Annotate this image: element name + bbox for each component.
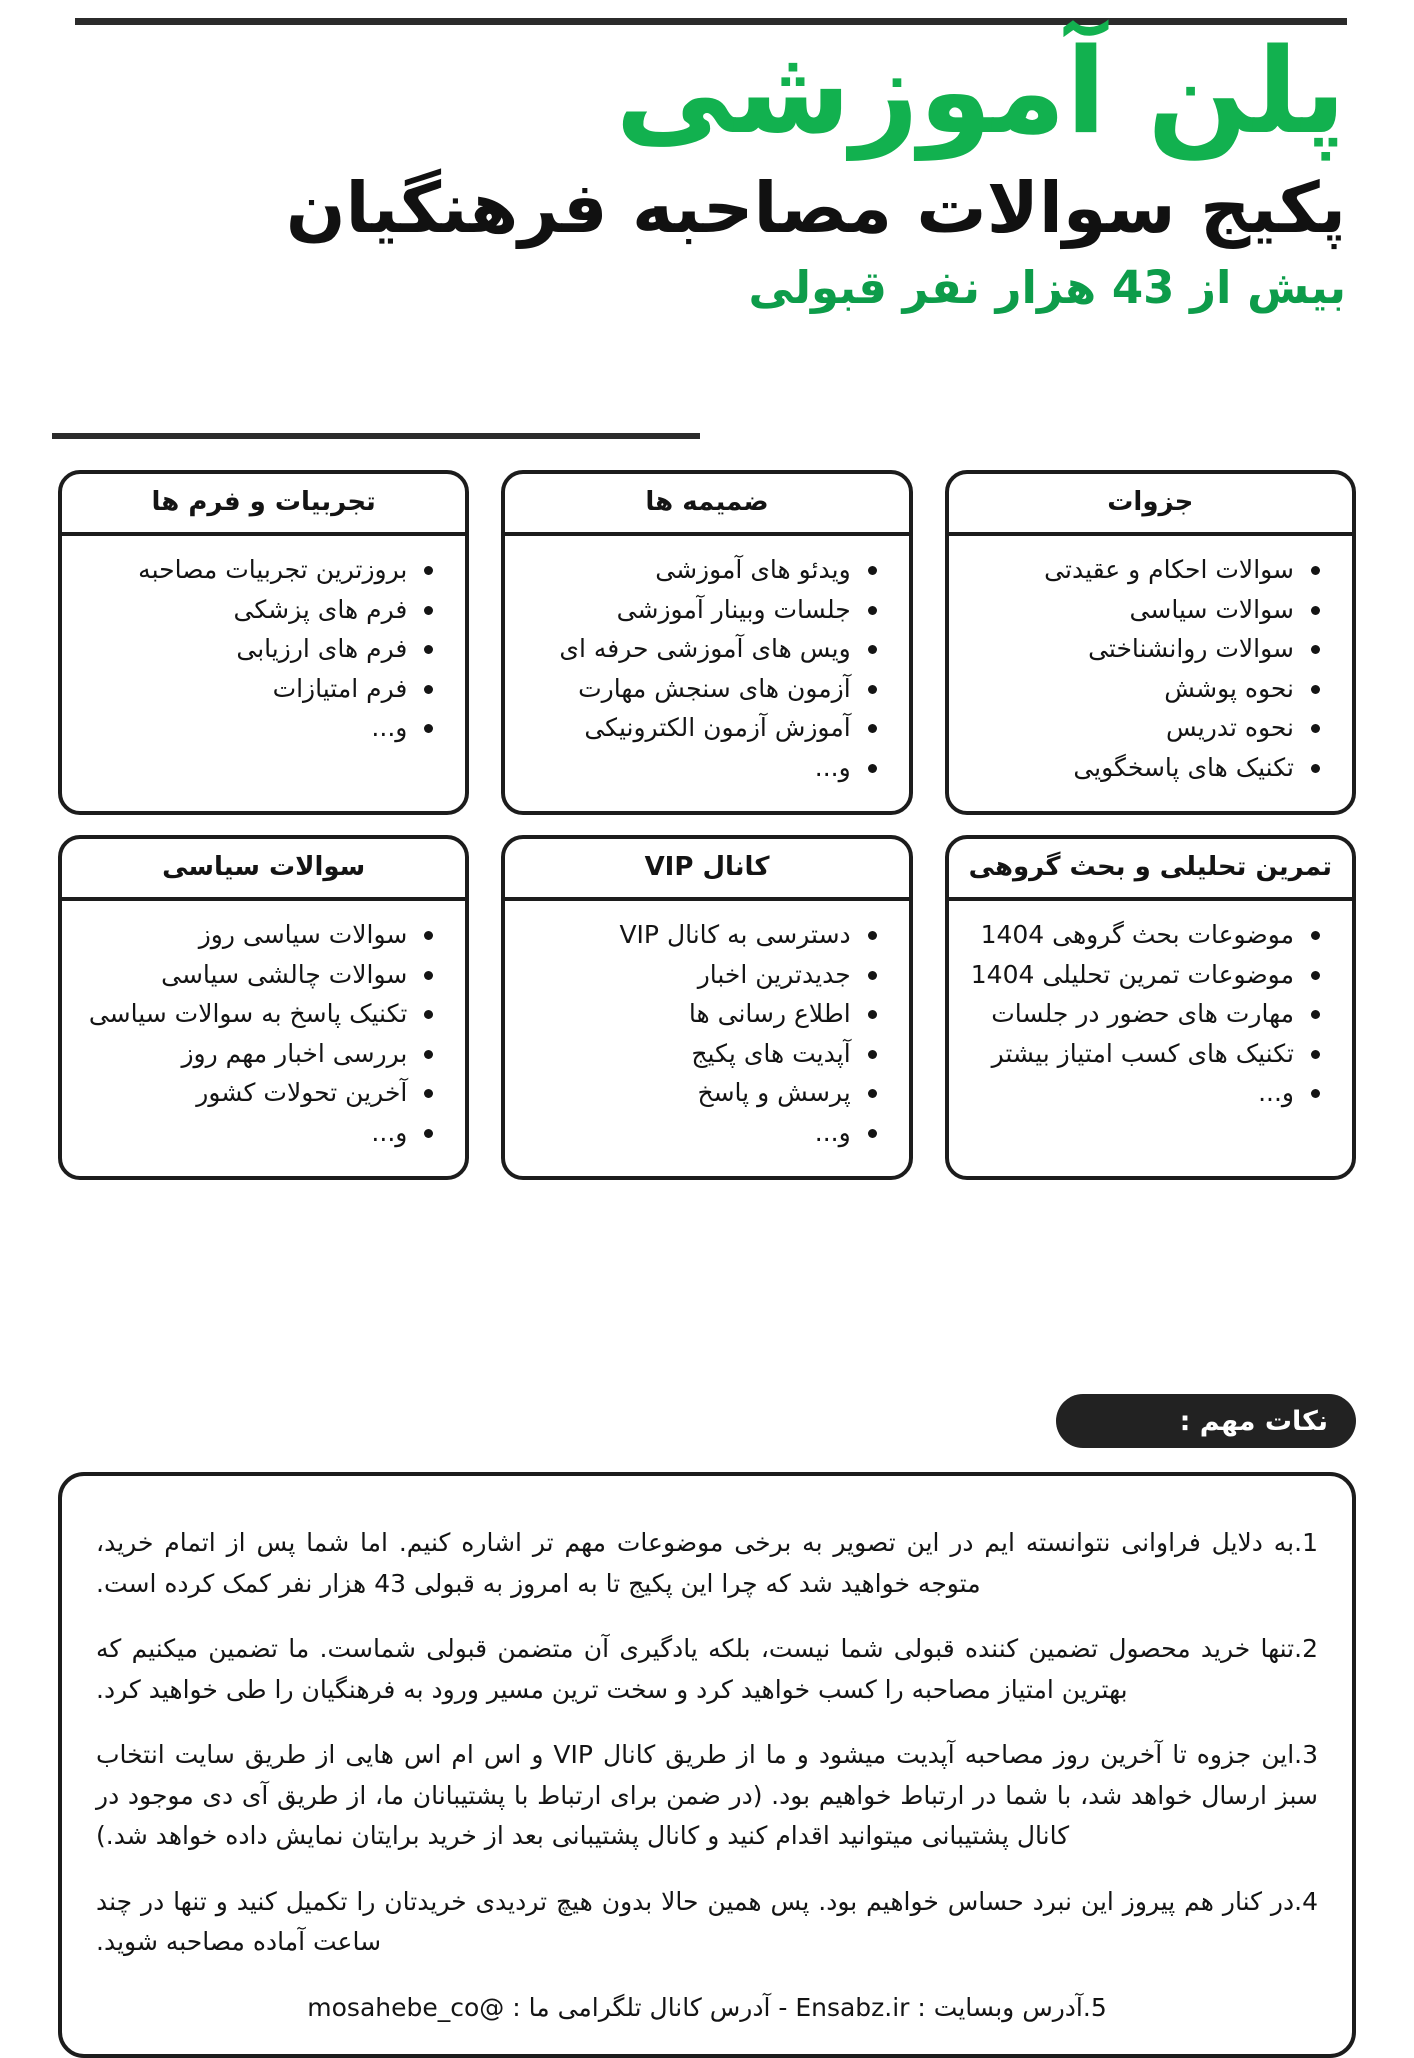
card-bullet-list: [80, 550, 439, 748]
list-item: موضوعات تمرین تحلیلی 1404: [967, 955, 1300, 995]
list-item: تکنیک پاسخ به سوالات سیاسی: [80, 994, 413, 1034]
card-title: تجربیات و فرم ها: [151, 487, 376, 518]
list-item: موضوعات بحث گروهی 1404: [967, 915, 1300, 955]
list-item: سوالات روانشناختی: [967, 629, 1300, 669]
card-body: [949, 901, 1352, 1176]
card-title: کانال VIP: [644, 852, 770, 883]
important-notes-banner: [1056, 1394, 1356, 1448]
card-header: [62, 839, 465, 901]
card-bullet-list: [523, 550, 882, 787]
feature-card-grid: [58, 470, 1356, 1180]
card-bullet-list: [967, 915, 1326, 1113]
list-item: و...: [80, 1113, 413, 1153]
list-item: بروزترین تجربیات مصاحبه: [80, 550, 413, 590]
list-item: جلسات وبینار آموزشی: [523, 590, 856, 630]
card-body: [505, 536, 908, 811]
list-item: اطلاع رسانی ها: [523, 994, 856, 1034]
card-title: جزوات: [1107, 487, 1194, 518]
list-item: دسترسی به کانال VIP: [523, 915, 856, 955]
list-item: سوالات سیاسی: [967, 590, 1300, 630]
card-header: [505, 474, 908, 536]
list-item: سوالات چالشی سیاسی: [80, 955, 413, 995]
note-item-contact: 5.آدرس وبسایت : Ensabz.ir - آدرس کانال تلگرامی ما : @mosahebe_co: [307, 1992, 1107, 2022]
feature-card-zamime-ha: [501, 470, 912, 815]
card-title: سوالات سیاسی: [162, 852, 366, 883]
list-item: و...: [523, 748, 856, 788]
note-item: 4.در کنار هم پیروز این نبرد حساس خواهیم بود. پس همین حالا بدون هیچ تردیدی خریدتان را تکمیل کنید و تنها در چند ساعت آماده مصاحبه شوید.: [96, 1886, 1318, 1956]
list-item: سوالات احکام و عقیدتی: [967, 550, 1300, 590]
note-item: 3.این جزوه تا آخرین روز مصاحبه آپدیت میشود و ما از طریق کانال VIP و اس ام اس هایی از طریق سایت انتخاب سبز ارسال خواهد شد، با شما در ارتباط خواهیم بود. (در ضمن برای ارتباط با پشتیبانان ما، از طریق آی دی موجود در کانال پشتیبانی میتوانید اقدام کنید و کانال پشتیبانی بعد از خرید برایتان نمایش داده خواهد شد.): [96, 1740, 1318, 1850]
list-item: ویس های آموزشی حرفه ای: [523, 629, 856, 669]
card-title: ضمیمه ها: [645, 487, 769, 518]
card-body: [505, 901, 908, 1176]
feature-card-vip-channel: [501, 835, 912, 1180]
list-item: فرم امتیازات: [80, 669, 413, 709]
card-body: [62, 901, 465, 1176]
list-item: جدیدترین اخبار: [523, 955, 856, 995]
list-item: نحوه تدریس: [967, 708, 1300, 748]
list-item: تکنیک های پاسخگویی: [967, 748, 1300, 788]
card-bullet-list: [967, 550, 1326, 787]
note-item: 2.تنها خرید محصول تضمین کننده قبولی شما نیست، بلکه یادگیری آن متضمن قبولی شماست. ما تضمین میکنیم که بهترین امتیاز مصاحبه را کسب خواهید کرد و سخت ترین مسیر ورود به فرهنگیان را طی خواهید کرد.: [96, 1634, 1318, 1704]
feature-card-political-questions: [58, 835, 469, 1180]
list-item: و...: [967, 1073, 1300, 1113]
list-item: تکنیک های کسب امتیاز بیشتر: [967, 1034, 1300, 1074]
list-item: فرم های پزشکی: [80, 590, 413, 630]
feature-card-jozavat: [945, 470, 1356, 815]
feature-card-tamrin-tahlili: [945, 835, 1356, 1180]
list-item: پرسش و پاسخ: [523, 1073, 856, 1113]
header-divider-rule: [52, 433, 700, 439]
card-body: [949, 536, 1352, 811]
page-header: [0, 22, 1414, 317]
list-item: فرم های ارزیابی: [80, 629, 413, 669]
card-title: تمرین تحلیلی و بحث گروهی: [968, 852, 1333, 883]
card-bullet-list: [523, 915, 882, 1152]
page-title: پلن آموزشی: [615, 22, 1346, 160]
card-header: [62, 474, 465, 536]
list-item: آزمون های سنجش مهارت: [523, 669, 856, 709]
list-item: آموزش آزمون الکترونیکی: [523, 708, 856, 748]
card-body: [62, 536, 465, 811]
list-item: و...: [523, 1113, 856, 1153]
list-item: ویدئو های آموزشی: [523, 550, 856, 590]
important-notes-box: [58, 1472, 1356, 2058]
list-item: سوالات سیاسی روز: [80, 915, 413, 955]
page-subtitle: پکیج سوالات مصاحبه فرهنگیان: [285, 167, 1346, 250]
card-header: [949, 474, 1352, 536]
list-item: نحوه پوشش: [967, 669, 1300, 709]
list-item: مهارت های حضور در جلسات: [967, 994, 1300, 1034]
list-item: آخرین تحولات کشور: [80, 1073, 413, 1113]
acceptance-count-badge: بیش از 43 هزار نفر قبولی: [748, 260, 1346, 314]
feature-card-tajrobiat-va-form-ha: [58, 470, 469, 815]
note-item: 1.به دلایل فراوانی نتوانسته ایم در این تصویر به برخی موضوعات مهم تر اشاره کنیم. اما شما پس از اتمام خرید، متوجه خواهید شد که چرا این پکیج تا به امروز به قبولی 43 هزار نفر کمک کرده است.: [96, 1528, 1318, 1598]
important-notes-label: نکات مهم :: [1179, 1405, 1328, 1437]
list-item: آپدیت های پکیج: [523, 1034, 856, 1074]
list-item: و...: [80, 708, 413, 748]
card-header: [505, 839, 908, 901]
card-bullet-list: [80, 915, 439, 1152]
list-item: بررسی اخبار مهم روز: [80, 1034, 413, 1074]
card-header: [949, 839, 1352, 901]
